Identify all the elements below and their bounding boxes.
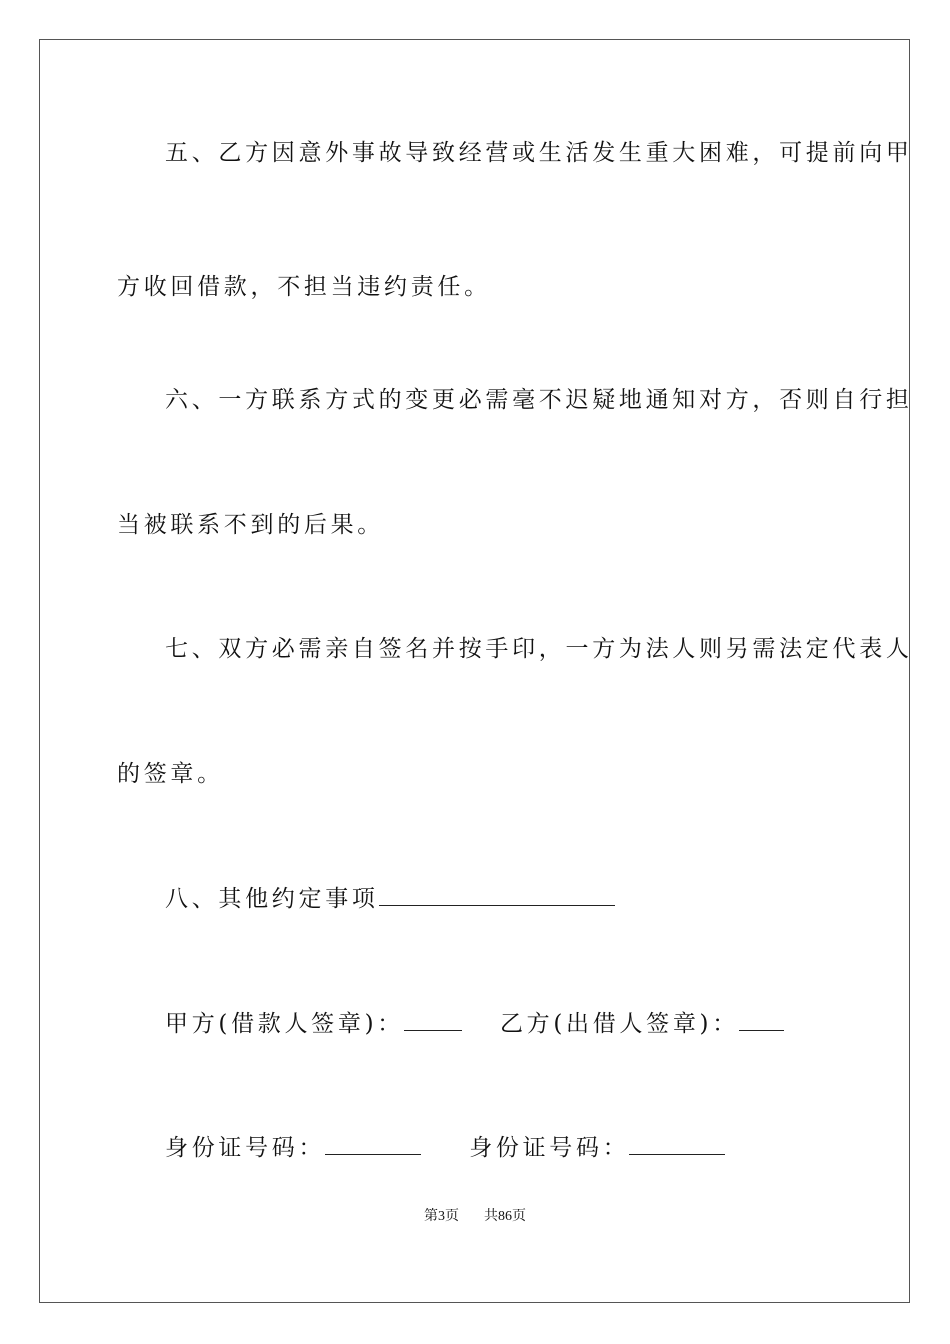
clause-8-row [165,883,615,914]
clause-6-line-1: 六、一方联系方式的变更必需毫不迟疑地通知对方，否则自行担 [165,387,913,413]
clause-7-line-1: 七、双方必需亲自签名并按手印，一方为法人则另需法定代表人 [165,636,913,662]
id-b-label: 身份证号码： [469,1135,630,1161]
page-frame [39,39,913,1303]
other-terms-blank[interactable] [379,883,615,906]
id-b-blank[interactable] [629,1132,725,1155]
party-b-label: 乙方(出借人签章)： [499,1011,739,1037]
party-a-label: 甲方(借款人签章)： [165,1011,404,1037]
clause-6-line-2: 当被联系不到的后果。 [117,512,384,538]
signature-row [165,1008,784,1039]
party-b-signature-blank[interactable] [739,1008,784,1031]
page-footer [0,1207,950,1227]
id-a-blank[interactable] [325,1132,421,1155]
page-number: 第3页 [424,1209,459,1224]
clause-8-label: 八、其他约定事项 [165,886,379,912]
clause-5-line-2: 方收回借款，不担当违约责任。 [117,274,491,300]
page-total: 共86页 [484,1209,526,1224]
clause-7-line-2: 的签章。 [117,761,224,787]
clause-5-line-1: 五、乙方因意外事故导致经营或生活发生重大困难，可提前向甲 [165,140,913,166]
party-a-signature-blank[interactable] [404,1008,462,1031]
id-number-row [165,1132,725,1163]
id-a-label: 身份证号码： [165,1135,326,1161]
